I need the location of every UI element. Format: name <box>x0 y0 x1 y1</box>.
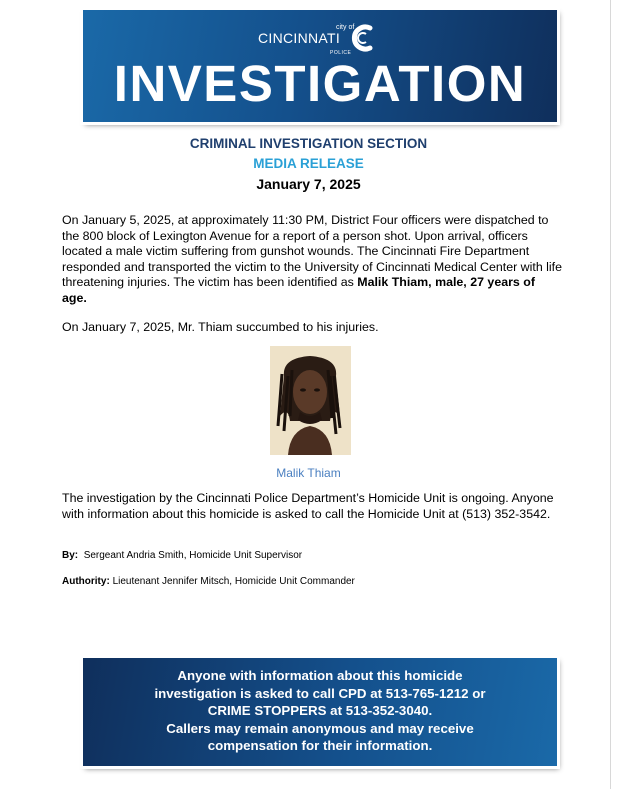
authority-value: Lieutenant Jennifer Mitsch, Homicide Unit Commander <box>112 576 355 587</box>
photo-caption: Malik Thiam <box>276 466 341 480</box>
crime-stoppers-banner <box>83 658 557 766</box>
logo-city-of: city of <box>336 24 355 31</box>
by-label: By: <box>62 550 79 561</box>
victim-photo <box>270 346 351 455</box>
by-value: Sergeant Andria Smith, Homicide Unit Supervisor <box>83 550 303 561</box>
banner-title: INVESTIGATION <box>113 55 527 112</box>
footer-line: Anyone with information about this homicide <box>177 668 463 683</box>
incident-text: On January 5, 2025, at approximately 11:30 PM, District Four officers were dispatched to the 800 block of Lexington Avenue for a report of a person shot. Upon arrival, officers located a male victim suffering from gunshot wounds. The Cincinnati Fire Department responded and transported the victim to the University of Cincinnati Medical Center with life threatening injuries. The victim has been identified as <box>62 213 562 289</box>
section-heading: CRIMINAL INVESTIGATION SECTION <box>189 136 428 151</box>
by-line <box>62 550 302 561</box>
authority-line <box>62 576 355 587</box>
release-date: January 7, 2025 <box>256 176 361 192</box>
release-heading: MEDIA RELEASE <box>253 156 364 171</box>
footer-line: Callers may remain anonymous and may receive <box>166 720 474 736</box>
authority-label: Authority: <box>62 576 110 587</box>
investigation-paragraph: The investigation by the Cincinnati Police Department’s Homicide Unit is ongoing. Anyone with information about this homicide is asked to call the Homicide Unit at (513) 352-3542. <box>62 491 554 521</box>
investigation-banner <box>83 10 557 122</box>
logo-city-name: CINCINNATI <box>258 30 341 46</box>
logo-police: POLICE <box>330 50 352 56</box>
incident-paragraph <box>62 213 562 306</box>
footer-text <box>83 667 557 755</box>
footer-line: investigation is asked to call CPD at 513-765-1212 or <box>154 685 486 701</box>
cincinnati-c-icon <box>350 23 376 53</box>
victim-identity: Malik Thiam, male, 27 years of age. <box>62 275 535 305</box>
update-paragraph: On January 7, 2025, Mr. Thiam succumbed to his injuries. <box>62 320 379 334</box>
footer-line: CRIME STOPPERS at 513-352-3040. <box>207 703 433 718</box>
footer-line: compensation for their information. <box>207 738 433 753</box>
